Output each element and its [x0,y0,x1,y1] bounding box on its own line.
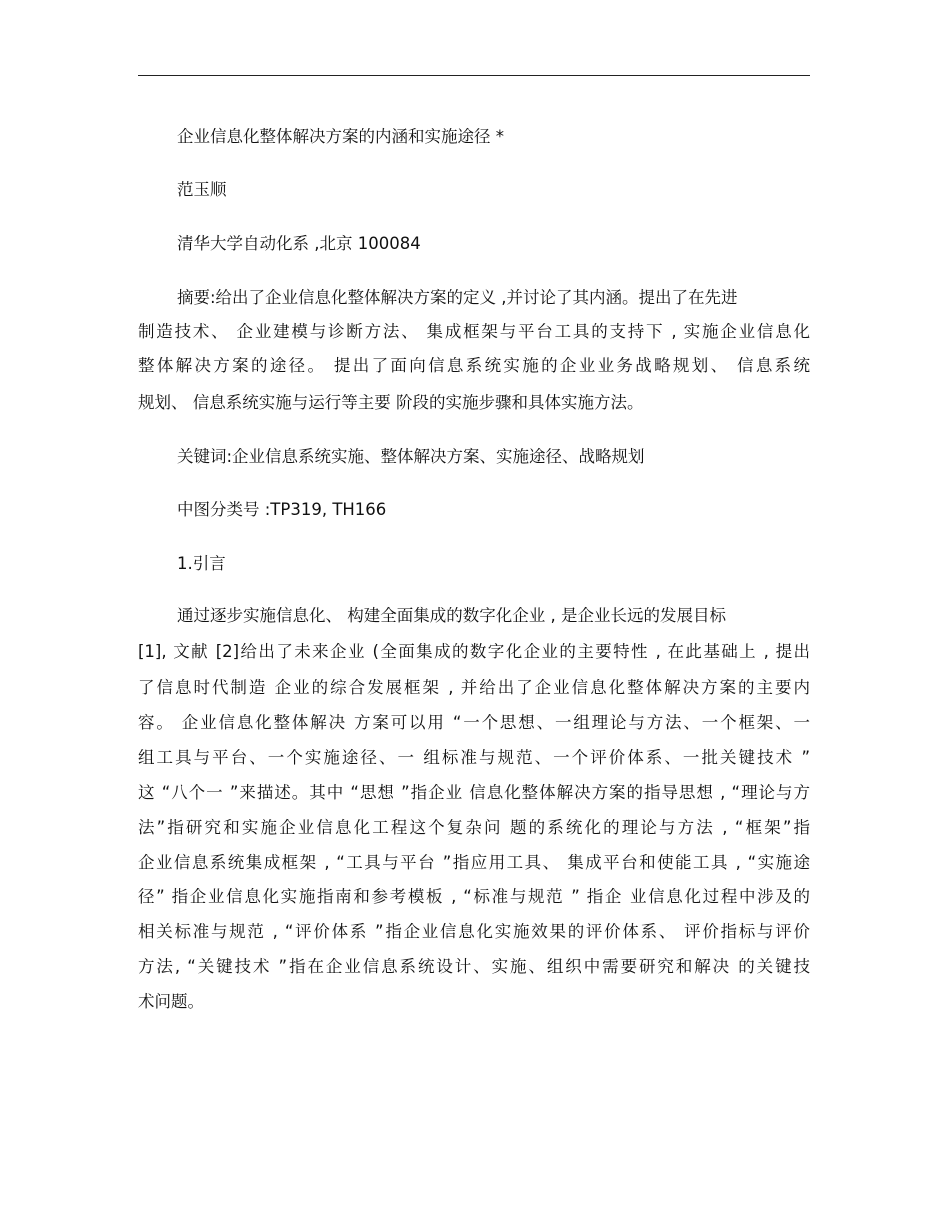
body-text-line: [1], 文献 [2]给出了未来企业 (全面集成的数字化企业的主要特性 , 在此基础上 , 提出 [138,642,810,661]
author-affiliation: 清华大学自动化系 ,北京 100084 [177,234,421,253]
body-text-line: 这 “八个一 ”来描述。其中 “思想 ”指企业 信息化整体解决方案的指导思想 , “理论与方 [138,783,810,802]
body-text-line: 方法, “关键技术 ”指在企业信息系统设计、实施、组织中需要研究和解决 的关键技 [138,957,810,976]
abstract-line: 整体解决方案的途径。 提出了面向信息系统实施的企业业务战略规划、 信息系统 [138,356,810,375]
body-text-line: 术问题。 [138,992,204,1011]
body-text-line: 径” 指企业信息化实施指南和参考模板 , “标准与规范 ” 指企 业信息化过程中涉及的 [138,887,810,906]
author-name: 范玉顺 [177,180,227,199]
body-text-line: 组工具与平台、一个实施途径、一 组标准与规范、一个评价体系、一批关键技术 ” [138,748,810,767]
paper-title: 企业信息化整体解决方案的内涵和实施途径 * [177,127,504,146]
body-text-line: 企业信息系统集成框架 , “工具与平台 ”指应用工具、 集成平台和使能工具 , “实施途 [138,853,810,872]
abstract-line: 摘要:给出了企业信息化整体解决方案的定义 ,并讨论了其内涵。提出了在先进 [177,288,738,307]
classification-number: 中图分类号 :TP319, TH166 [177,500,387,519]
body-text-line: 容。 企业信息化整体解决 方案可以用 “一个思想、一组理论与方法、一个框架、一 [138,713,810,732]
body-text-line: 相关标准与规范 , “评价体系 ”指企业信息化实施效果的评价体系、 评价指标与评价 [138,922,810,941]
body-text-line: 法”指研究和实施企业信息化工程这个复杂问 题的系统化的理论与方法 , “框架”指 [138,818,810,837]
section-heading: 1.引言 [177,554,226,573]
abstract-line: 规划、 信息系统实施与运行等主要 阶段的实施步骤和具体实施方法。 [138,393,644,412]
body-text-line: 通过逐步实施信息化、 构建全面集成的数字化企业 , 是企业长远的发展目标 [177,606,726,625]
body-text-line: 了信息时代制造 企业的综合发展框架 , 并给出了企业信息化整体解决方案的主要内 [138,678,810,697]
abstract-line: 制造技术、 企业建模与诊断方法、 集成框架与平台工具的支持下 , 实施企业信息化 [138,322,810,341]
header-rule [138,75,810,76]
keywords: 关键词:企业信息系统实施、整体解决方案、实施途径、战略规划 [177,447,645,466]
